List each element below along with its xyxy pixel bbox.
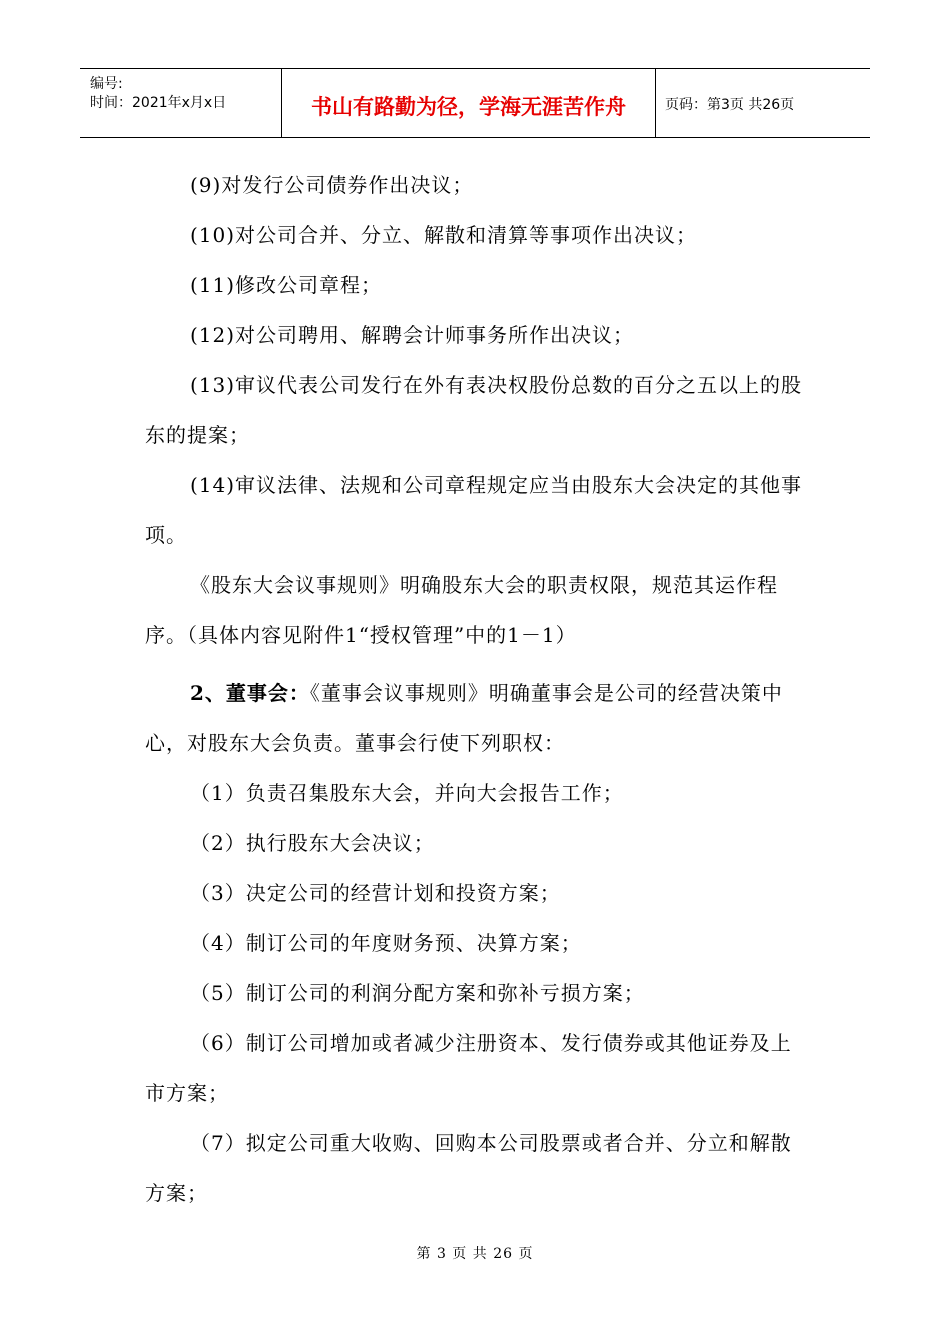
- section-paragraph: [145, 668, 810, 768]
- paragraph: (13)审议代表公司发行在外有表决权股份总数的百分之五以上的股东的提案；: [145, 373, 803, 447]
- paragraph: (11)修改公司章程；: [190, 273, 383, 297]
- header-meta-cell: [80, 69, 281, 137]
- document-body: [145, 160, 810, 1218]
- time-label: 时间：2021年x月x日: [90, 95, 227, 111]
- list-item: （4）制订公司的年度财务预、决算方案；: [190, 931, 582, 955]
- list-item: （5）制订公司的利润分配方案和弥补亏损方案；: [190, 981, 645, 1005]
- paragraph: (14)审议法律、法规和公司章程规定应当由股东大会决定的其他事项。: [145, 473, 803, 547]
- section-heading: 2、董事会：: [190, 681, 310, 705]
- list-item: （6）制订公司增加或者减少注册资本、发行债券或其他证券及上市方案；: [145, 1031, 792, 1105]
- header-motto-cell: [281, 69, 656, 137]
- page-header: [80, 68, 870, 138]
- paragraph: 《股东大会议事规则》明确股东大会的职责权限，规范其运作程序。（具体内容见附件1“授权管理”中的1－1）: [145, 573, 778, 647]
- page-info: 页码：第3页 共26页: [665, 97, 795, 113]
- number-label: 编号:: [90, 76, 123, 92]
- list-item: （7）拟定公司重大收购、回购本公司股票或者合并、分立和解散方案；: [145, 1131, 792, 1205]
- paragraph: (10)对公司合并、分立、解散和清算等事项作出决议；: [190, 223, 698, 247]
- page-footer: 第 3 页 共 26 页: [416, 1246, 534, 1262]
- list-item: （2）执行股东大会决议；: [190, 831, 435, 855]
- paragraph: (9)对发行公司债券作出决议；: [190, 173, 474, 197]
- paragraph: (12)对公司聘用、解聘会计师事务所作出决议；: [190, 323, 635, 347]
- list-item: （1）负责召集股东大会，并向大会报告工作；: [190, 781, 624, 805]
- header-page-cell: [655, 69, 870, 137]
- section-text: 《董事会议事规则》明确董事会是公司的经营决策中心，对股东大会负责。董事会行使下列职权：: [145, 681, 783, 755]
- list-item: （3）决定公司的经营计划和投资方案；: [190, 881, 561, 905]
- motto-text: 书山有路勤为径，学海无涯苦作舟: [311, 95, 626, 119]
